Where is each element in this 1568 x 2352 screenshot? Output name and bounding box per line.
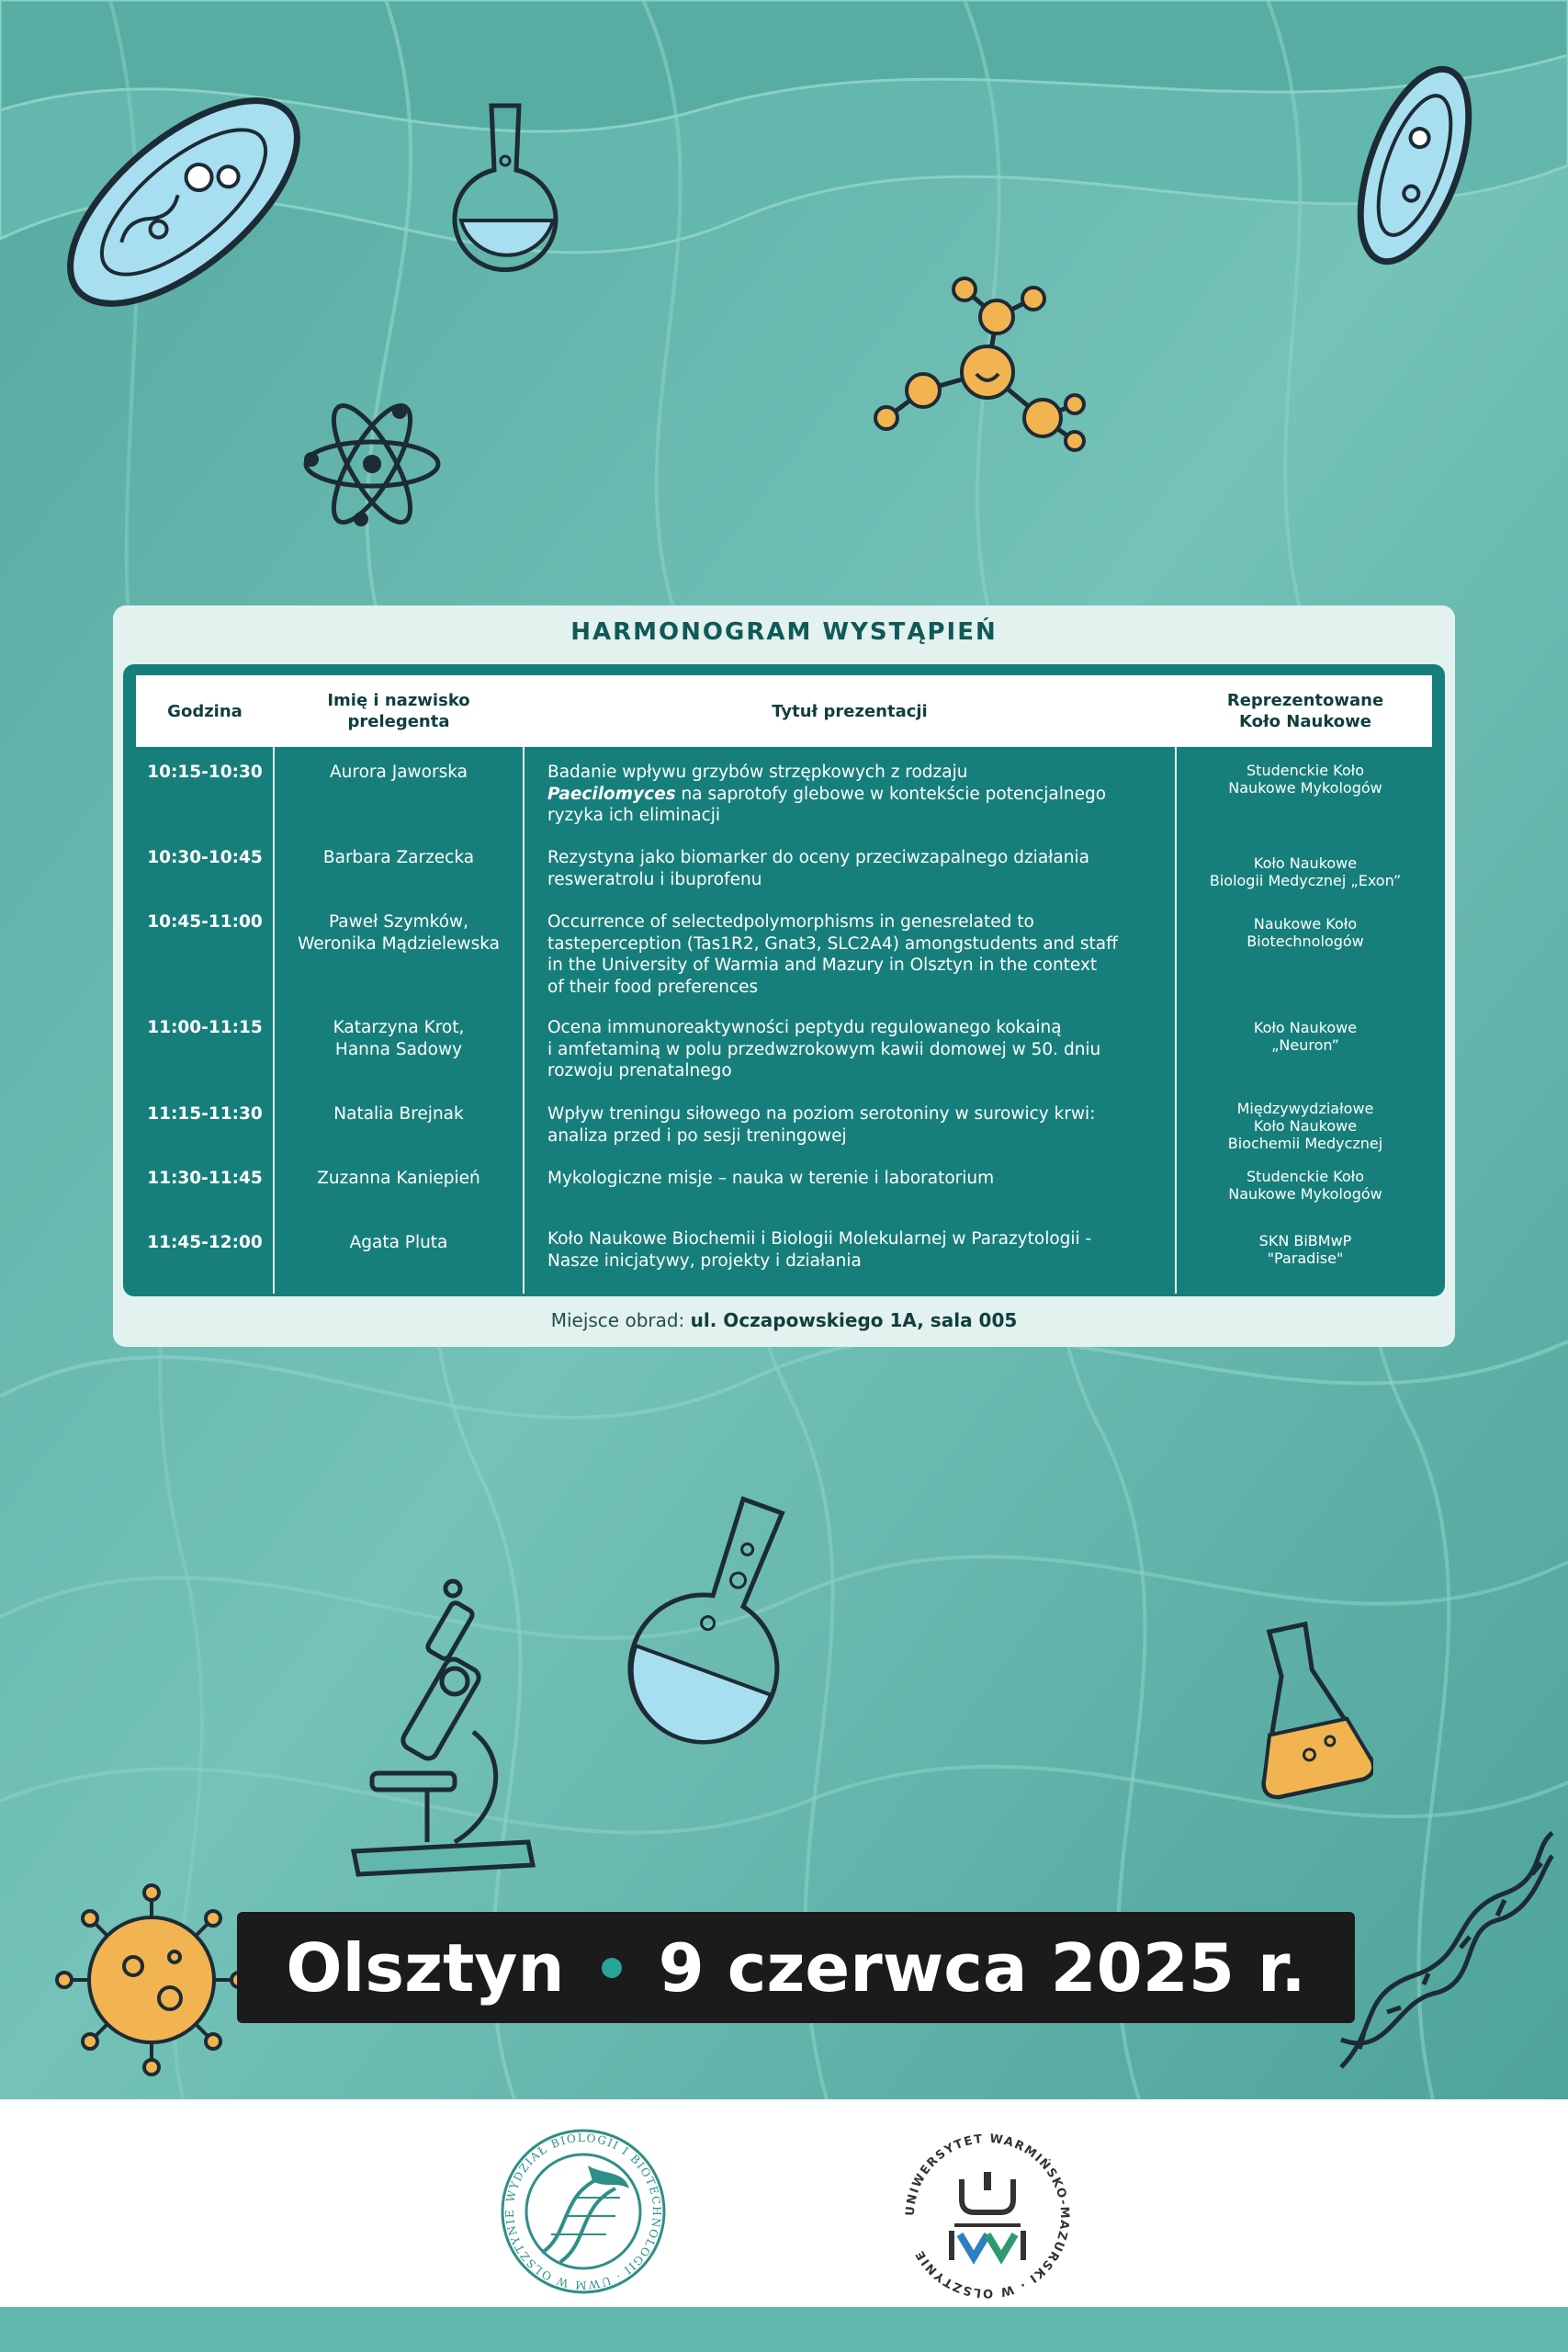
title-line: of their food preferences [547, 977, 759, 997]
header-club-line1: Reprezentowane [1226, 691, 1384, 710]
speaker-line: Aurora Jaworska [330, 763, 468, 782]
virus-icon [55, 1883, 248, 2076]
round-flask-icon [620, 1488, 813, 1764]
row-club [1176, 915, 1435, 950]
header-speaker-line2: prelegenta [347, 712, 450, 731]
molecule-icon [868, 271, 1098, 464]
title-line: Mykologiczne misje – nauka w terenie i laboratorium [547, 1169, 995, 1188]
dna-icon [1323, 1828, 1562, 2076]
row-club [1176, 1232, 1435, 1267]
row-club [1176, 1168, 1435, 1203]
speaker-line: Natalia Brejnak [333, 1104, 464, 1124]
speaker-line: Zuzanna Kaniepień [317, 1169, 480, 1188]
speaker-line: Hanna Sadowy [334, 1039, 463, 1059]
title-line: Nasze inicjatywy, projekty i działania [547, 1250, 862, 1271]
row-speaker [274, 1232, 524, 1254]
microscope-icon [335, 1576, 547, 1888]
title-line: ryzyka ich eliminacji [547, 806, 721, 825]
row-time: 10:15-10:30 [147, 763, 263, 782]
venue-line [113, 1309, 1455, 1331]
row-time: 10:45-11:00 [147, 912, 263, 932]
table-header [136, 675, 1432, 747]
row-speaker [274, 911, 524, 955]
row-speaker [274, 1103, 524, 1125]
row-speaker [274, 1017, 524, 1060]
svg-text:WYDZIAŁ BIOLOGII I BIOTECHNOLO: WYDZIAŁ BIOLOGII I BIOTECHNOLOGII · UWM W OLSZTYNIE [502, 2131, 664, 2292]
club-line: SKN BiBMwP [1258, 1232, 1352, 1250]
atom-icon [299, 395, 446, 533]
row-speaker [274, 762, 524, 784]
banner-city: Olsztyn [286, 1928, 565, 2007]
speaker-line: Weronika Mądzielewska [298, 933, 500, 954]
club-line: Biotechnologów [1247, 933, 1364, 950]
header-club-line2: Koło Naukowe [1238, 712, 1372, 731]
title-line-rest: na saprotofy glebowe w kontekście potencjalnego [675, 784, 1107, 804]
title-line: in the University of Warmia and Mazury in Olsztyn in the context [547, 956, 1098, 975]
title-line: Ocena immunoreaktywności peptydu regulowanego kokainą [547, 1018, 1062, 1037]
row-title [547, 1168, 1154, 1190]
speaker-line: Katarzyna Krot, [333, 1018, 465, 1037]
paramecium-icon [1346, 55, 1483, 276]
title-line: Occurrence of selectedpolymorphisms in genesrelated to [547, 912, 1034, 932]
date-banner [237, 1912, 1355, 2023]
row-title [547, 1228, 1154, 1272]
row-club [1176, 1019, 1435, 1054]
speaker-line: Paweł Szymków, [328, 912, 469, 932]
title-line: tasteperception (Tas1R2, Gnat3, SLC2A4) amongstudents and staff [547, 933, 1118, 954]
club-line: Biochemii Medycznej [1227, 1135, 1383, 1152]
club-line: Naukowe Mykologów [1228, 779, 1382, 797]
university-logo [896, 2124, 1079, 2308]
speaker-line: Agata Pluta [349, 1233, 448, 1252]
row-club [1176, 762, 1435, 797]
title-line: Rezystyna jako biomarker do oceny przeciwzapalnego działania [547, 848, 1089, 867]
flask-icon [450, 96, 570, 280]
schedule-title: HARMONOGRAM WYSTĄPIEŃ [570, 618, 998, 646]
title-line: analiza przed i po sesji treningowej [547, 1125, 847, 1146]
row-title [547, 911, 1154, 998]
row-speaker [274, 847, 524, 869]
club-line: Biologii Medycznej „Exon” [1209, 872, 1402, 889]
svg-text:UNIWERSYTET WARMIŃSKO-MAZURSKI: UNIWERSYTET WARMIŃSKO-MAZURSKI · W OLSZTYNIE [903, 2132, 1072, 2301]
row-title [547, 762, 1154, 827]
row-time: 10:30-10:45 [147, 848, 263, 867]
club-line: Koło Naukowe [1253, 854, 1358, 872]
club-line: Koło Naukowe [1253, 1117, 1358, 1135]
row-speaker [274, 1168, 524, 1190]
club-line: Koło Naukowe [1253, 1019, 1358, 1036]
paramecium-icon [37, 55, 331, 349]
header-time: Godzina [167, 701, 243, 721]
title-line: rozwoju prenatalnego [547, 1061, 732, 1080]
row-title [547, 847, 1154, 890]
title-line: i amfetaminą w polu przedwzrokowym kawii domowej w 50. dniu [547, 1039, 1101, 1059]
club-line: Studenckie Koło [1247, 1168, 1364, 1185]
erlenmeyer-flask-icon [1235, 1617, 1373, 1801]
header-speaker-line1: Imię i nazwisko [327, 691, 470, 710]
separator-dot [602, 1958, 622, 1978]
club-line: „Neuron” [1271, 1036, 1339, 1054]
title-line: Badanie wpływu grzybów strzępkowych z rodzaju [547, 763, 968, 782]
title-line: resweratrolu i ibuprofenu [547, 869, 762, 889]
row-club [1176, 854, 1435, 889]
club-line: Naukowe Mykologów [1228, 1185, 1382, 1203]
title-line: Wpływ treningu siłowego na poziom serotoniny w surowicy krwi: [547, 1104, 1096, 1124]
speaker-line: Barbara Zarzecka [322, 848, 475, 867]
row-title [547, 1017, 1154, 1082]
row-title [547, 1103, 1154, 1147]
schedule-card [113, 605, 1455, 1347]
row-time: 11:15-11:30 [147, 1104, 263, 1124]
header-speaker [274, 675, 524, 747]
header-title: Tytuł prezentacji [772, 701, 928, 721]
title-line-mixed [547, 784, 1154, 806]
club-line: Międzywydziałowe [1236, 1100, 1374, 1117]
row-time: 11:00-11:15 [147, 1018, 263, 1037]
header-club [1176, 675, 1435, 747]
club-line: Naukowe Koło [1253, 915, 1358, 933]
venue-address: ul. Oczapowskiego 1A, sala 005 [690, 1309, 1018, 1331]
title-italic-genus: Paecilomyces [547, 784, 676, 804]
footer [0, 2099, 1568, 2307]
faculty-logo [496, 2124, 671, 2299]
club-line: Studenckie Koło [1247, 762, 1364, 779]
title-line: Koło Naukowe Biochemii i Biologii Molekularnej w Parazytologii - [547, 1229, 1092, 1249]
venue-label: Miejsce obrad: [550, 1309, 691, 1331]
bottom-strip [0, 2307, 1568, 2352]
row-club [1176, 1100, 1435, 1152]
row-time: 11:30-11:45 [147, 1169, 263, 1188]
club-line: "Paradise" [1267, 1250, 1344, 1267]
banner-date: 9 czerwca 2025 r. [658, 1928, 1306, 2007]
row-time: 11:45-12:00 [147, 1233, 263, 1252]
schedule-table [123, 664, 1445, 1296]
